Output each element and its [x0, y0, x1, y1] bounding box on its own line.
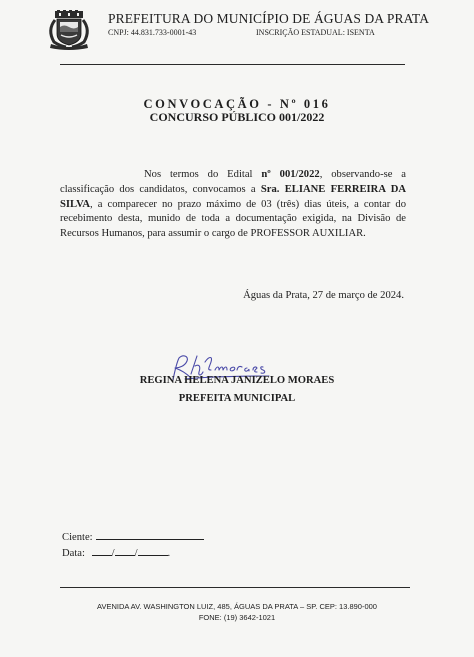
- ciente-field: [62, 529, 204, 543]
- body-text-2: , observando-se a classificação dos candidatos, convocamos a: [60, 169, 407, 195]
- ciente-label: Ciente:: [62, 532, 93, 543]
- footer-address: AVENIDA AV. WASHINGTON LUIZ, 485, ÁGUAS DA PRATA – SP. CEP: 13.890-000: [97, 602, 377, 611]
- footer-divider: [60, 587, 410, 588]
- ciente-line: [96, 529, 204, 540]
- municipality-title: PREFEITURA DO MUNICÍPIO DE ÁGUAS DA PRATA: [108, 11, 430, 26]
- signer-role: PREFEITA MUNICIPAL: [178, 393, 296, 404]
- coat-of-arms-icon: [44, 10, 94, 50]
- convocation-title: CONVOCAÇÃO - Nº 016: [143, 97, 331, 111]
- convocation-body: [60, 168, 406, 242]
- month-line: [115, 545, 135, 556]
- day-line: [92, 545, 112, 556]
- date-separator: /: [134, 548, 138, 559]
- date-separator: /: [111, 548, 115, 559]
- signer-name: REGINA HELENA JANIZELO MORAES: [139, 375, 335, 386]
- data-field: [62, 545, 170, 559]
- cnpj-number: CNPJ: 44.831.733-0001-43: [108, 28, 197, 37]
- body-text-3: , a comparecer no prazo máximo de 03 (três) dias úteis, a contar do recebimento desta, munido de toda a documentação exigida, na Divisão de Recursos Humanos, para assumir o cargo de PROFESSOR AUXILIAR.: [60, 198, 406, 240]
- header-divider: [60, 64, 405, 65]
- date-end-mark: .: [167, 548, 171, 559]
- candidate-name: Sra. ELIANE FERREIRA DA SILVA: [60, 183, 406, 210]
- data-label: Data:: [62, 548, 85, 559]
- contest-title: CONCURSO PÚBLICO 001/2022: [149, 110, 325, 124]
- document-date: Águas da Prata, 27 de março de 2024.: [243, 290, 404, 301]
- edital-number: nº 001/2022: [261, 169, 320, 180]
- footer-phone: FONE: (19) 3642-1021: [198, 613, 276, 622]
- year-line: [138, 545, 168, 556]
- state-registration: INSCRIÇÃO ESTADUAL: ISENTA: [256, 28, 375, 37]
- body-text-1: Nos termos do Edital: [144, 169, 262, 180]
